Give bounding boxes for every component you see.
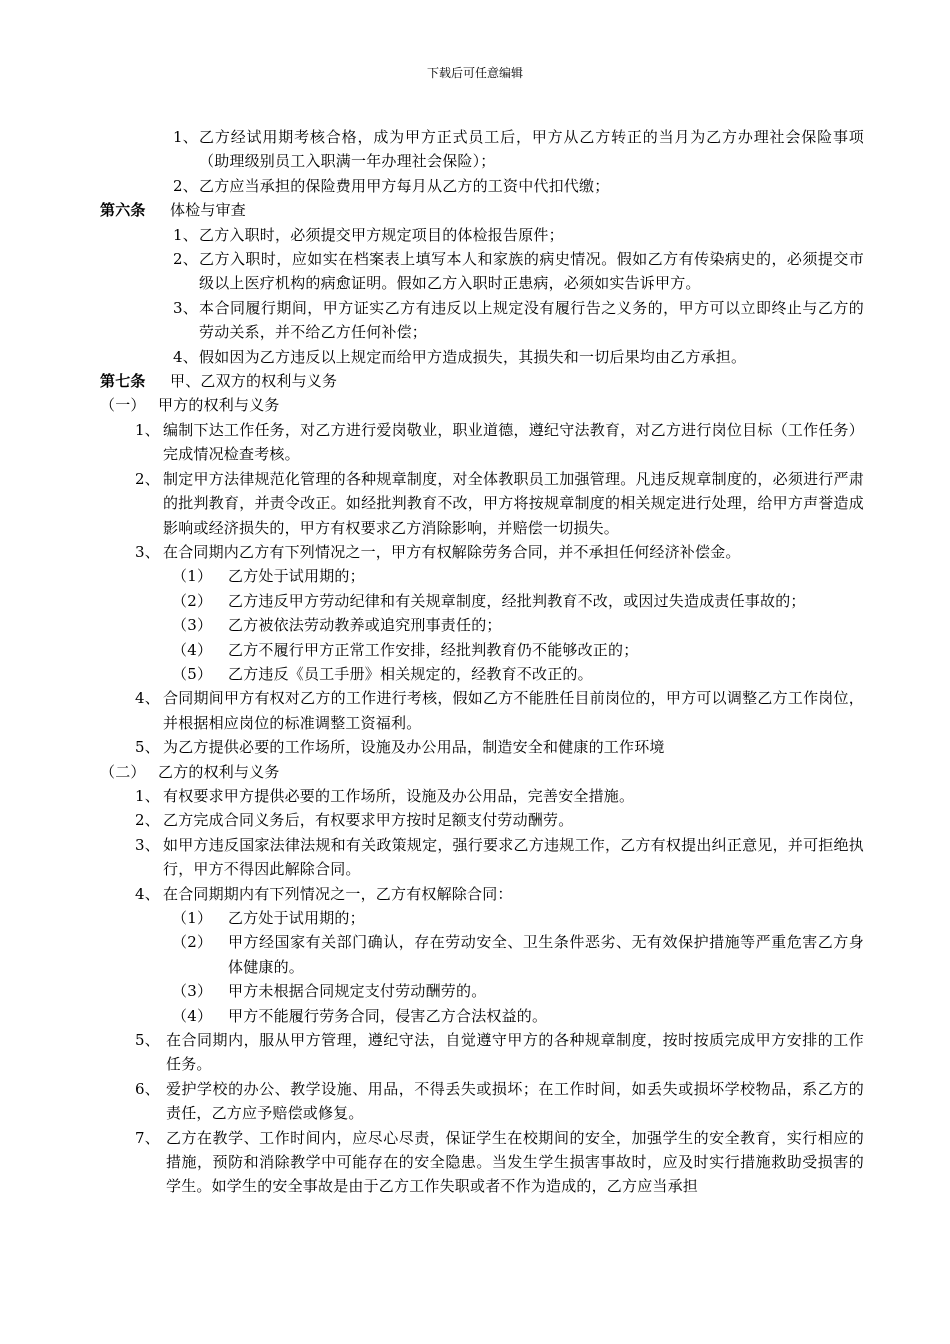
item-text: 乙方应当承担的保险费用甲方每月从乙方的工资中代扣代缴； (199, 176, 610, 195)
item-text: 乙方在教学、工作时间内，应尽心尽责，保证学生在校期间的安全，加强学生的安全教育，实行相应的措施，预防和消除教学中可能存在的安全隐患。当发生学生损害事故时，应及时实行措施救助受损害的学生。如学生的安全事故是由于乙方工作失职或者不作为造成的，乙方应当承担 (166, 1128, 864, 1196)
item-number: 4、 (135, 689, 160, 708)
sub-item-text: 甲方经国家有关部门确认，存在劳动安全、卫生条件恶劣、无有效保护措施等严重危害乙方身体健康的。 (228, 933, 864, 976)
sub-item-number: （4） (172, 640, 213, 659)
item-text: 有权要求甲方提供必要的工作场所，设施及办公用品，完善安全措施。 (163, 786, 635, 805)
contract-body (100, 125, 864, 1199)
sub-item-number: （2） (172, 933, 213, 952)
sub-item (100, 662, 864, 686)
sub-item-number: （1） (172, 909, 213, 927)
list-item (100, 686, 864, 735)
item-number: 5、 (135, 738, 160, 757)
sub-item-number: （3） (172, 982, 213, 1001)
article-label: 第六条 (100, 201, 146, 220)
section-number: （二） (100, 762, 146, 781)
item-number: 2、 (135, 811, 160, 830)
sub-item (100, 638, 864, 662)
article-heading (100, 369, 864, 393)
sub-item (100, 930, 864, 979)
list-item (100, 784, 864, 808)
sub-item-text: 乙方不履行甲方正常工作安排，经批判教育仍不能够改正的； (228, 640, 639, 659)
sub-item-text: 乙方违反《员工手册》相关规定的，经教育不改正的。 (228, 664, 593, 683)
item-text: 乙方经试用期考核合格，成为甲方正式员工后，甲方从乙方转正的当月为乙方办理社会保险事项（助理级别员工入职满一年办理社会保险）； (199, 128, 864, 171)
list-item (100, 247, 864, 296)
sub-item-text: 乙方被依法劳动教养或追究刑事责任的； (228, 616, 502, 635)
sub-item-text: 甲方不能履行劳务合同，侵害乙方合法权益的。 (228, 1006, 548, 1025)
list-item (100, 223, 864, 247)
list-item (100, 1077, 864, 1126)
sub-item (100, 979, 864, 1003)
item-text: 合同期间甲方有权对乙方的工作进行考核，假如乙方不能胜任目前岗位的，甲方可以调整乙方工作岗位，并根据相应岗位的标准调整工资福利。 (163, 689, 864, 732)
sub-item-text: 乙方处于试用期的； (228, 909, 365, 927)
page-header-note: 下载后可任意编辑 (426, 66, 523, 80)
sub-item (100, 1004, 864, 1028)
item-number: 3、 (173, 298, 198, 317)
item-number: 1、 (135, 420, 160, 439)
article-heading (100, 198, 864, 222)
sub-item (100, 613, 864, 637)
article-title: 甲、乙双方的权利与义务 (170, 372, 338, 391)
list-item (100, 882, 864, 906)
item-number: 4、 (173, 347, 198, 366)
list-item (100, 174, 864, 198)
item-number: 2、 (173, 250, 198, 269)
sub-item-text: 乙方处于试用期的； (228, 567, 365, 586)
item-text: 编制下达工作任务，对乙方进行爱岗敬业，职业道德，遵纪守法教育，对乙方进行岗位目标（工作任务）完成情况检查考核。 (163, 420, 864, 464)
sub-item-number: （1） (172, 567, 213, 586)
sub-item (100, 564, 864, 588)
section-title: 乙方的权利与义务 (158, 762, 280, 781)
item-number: 7、 (135, 1128, 160, 1147)
item-number: 5、 (135, 1031, 160, 1050)
article-title: 体检与审查 (170, 201, 247, 220)
item-number: 6、 (135, 1079, 160, 1098)
item-text: 在合同期内乙方有下列情况之一，甲方有权解除劳务合同，并不承担任何经济补偿金。 (163, 542, 741, 561)
list-item (100, 540, 864, 564)
item-number: 2、 (173, 176, 198, 195)
item-text: 乙方入职时，应如实在档案表上填写本人和家族的病史情况。假如乙方有传染病史的，必须提交市级以上医疗机构的病愈证明。假如乙方入职时正患病，必须如实告诉甲方。 (199, 250, 864, 293)
sub-item-text: 乙方违反甲方劳动纪律和有关规章制度，经批判教育不改，或因过失造成责任事故的； (228, 591, 806, 610)
item-number: 1、 (173, 128, 198, 146)
item-text: 制定甲方法律规范化管理的各种规章制度，对全体教职员工加强管理。凡违反规章制度的，必须进行严肃的批判教育，并责令改正。如经批判教育不改，甲方将按规章制度的相关规定进行处理，给甲方声誉造成影响或经济损失的，甲方有权要求乙方消除影响，并赔偿一切损失。 (163, 469, 864, 537)
sub-item (100, 906, 864, 930)
list-item (100, 735, 864, 759)
sub-item-number: （2） (172, 591, 213, 610)
section-title: 甲方的权利与义务 (158, 396, 280, 415)
item-text: 乙方入职时，必须提交甲方规定项目的体检报告原件； (199, 225, 564, 244)
list-item (100, 808, 864, 832)
sub-item (100, 589, 864, 613)
sub-item-number: （4） (172, 1006, 213, 1025)
list-item (100, 833, 864, 882)
sub-item-number: （3） (172, 616, 213, 635)
list-item (100, 1028, 864, 1077)
item-number: 3、 (135, 835, 160, 854)
item-text: 为乙方提供必要的工作场所，设施及办公用品，制造安全和健康的工作环境 (163, 738, 665, 757)
item-number: 1、 (173, 225, 198, 244)
item-number: 2、 (135, 469, 160, 488)
item-number: 3、 (135, 542, 160, 561)
list-item (100, 296, 864, 345)
item-text: 如甲方违反国家法律法规和有关政策规定，强行要求乙方违规工作，乙方有权提出纠正意见，并可拒绝执行，甲方不得因此解除合同。 (163, 835, 864, 879)
item-text: 爱护学校的办公、教学设施、用品，不得丢失或损坏；在工作时间，如丢失或损坏学校物品，系乙方的责任，乙方应予赔偿或修复。 (166, 1079, 864, 1123)
list-item (100, 345, 864, 369)
list-item (100, 467, 864, 540)
item-text: 假如因为乙方违反以上规定而给甲方造成损失，其损失和一切后果均由乙方承担。 (199, 347, 747, 366)
item-number: 1、 (135, 786, 160, 805)
list-item (100, 1126, 864, 1199)
sub-item-text: 甲方未根据合同规定支付劳动酬劳的。 (228, 982, 487, 1001)
section-heading (100, 393, 864, 417)
item-number: 4、 (135, 884, 160, 903)
list-item (100, 125, 864, 174)
section-heading (100, 760, 864, 784)
item-text: 乙方完成合同义务后，有权要求甲方按时足额支付劳动酬劳。 (163, 811, 574, 830)
sub-item-number: （5） (172, 664, 213, 683)
article-label: 第七条 (100, 372, 146, 391)
item-text: 本合同履行期间，甲方证实乙方有违反以上规定没有履行告之义务的，甲方可以立即终止与乙方的劳动关系，并不给乙方任何补偿； (199, 298, 864, 342)
item-text: 在合同期期内有下列情况之一，乙方有权解除合同： (163, 884, 513, 903)
section-number: （一） (100, 396, 146, 415)
item-text: 在合同期内，服从甲方管理，遵纪守法，自觉遵守甲方的各种规章制度，按时按质完成甲方安排的工作任务。 (166, 1031, 864, 1074)
list-item (100, 418, 864, 467)
